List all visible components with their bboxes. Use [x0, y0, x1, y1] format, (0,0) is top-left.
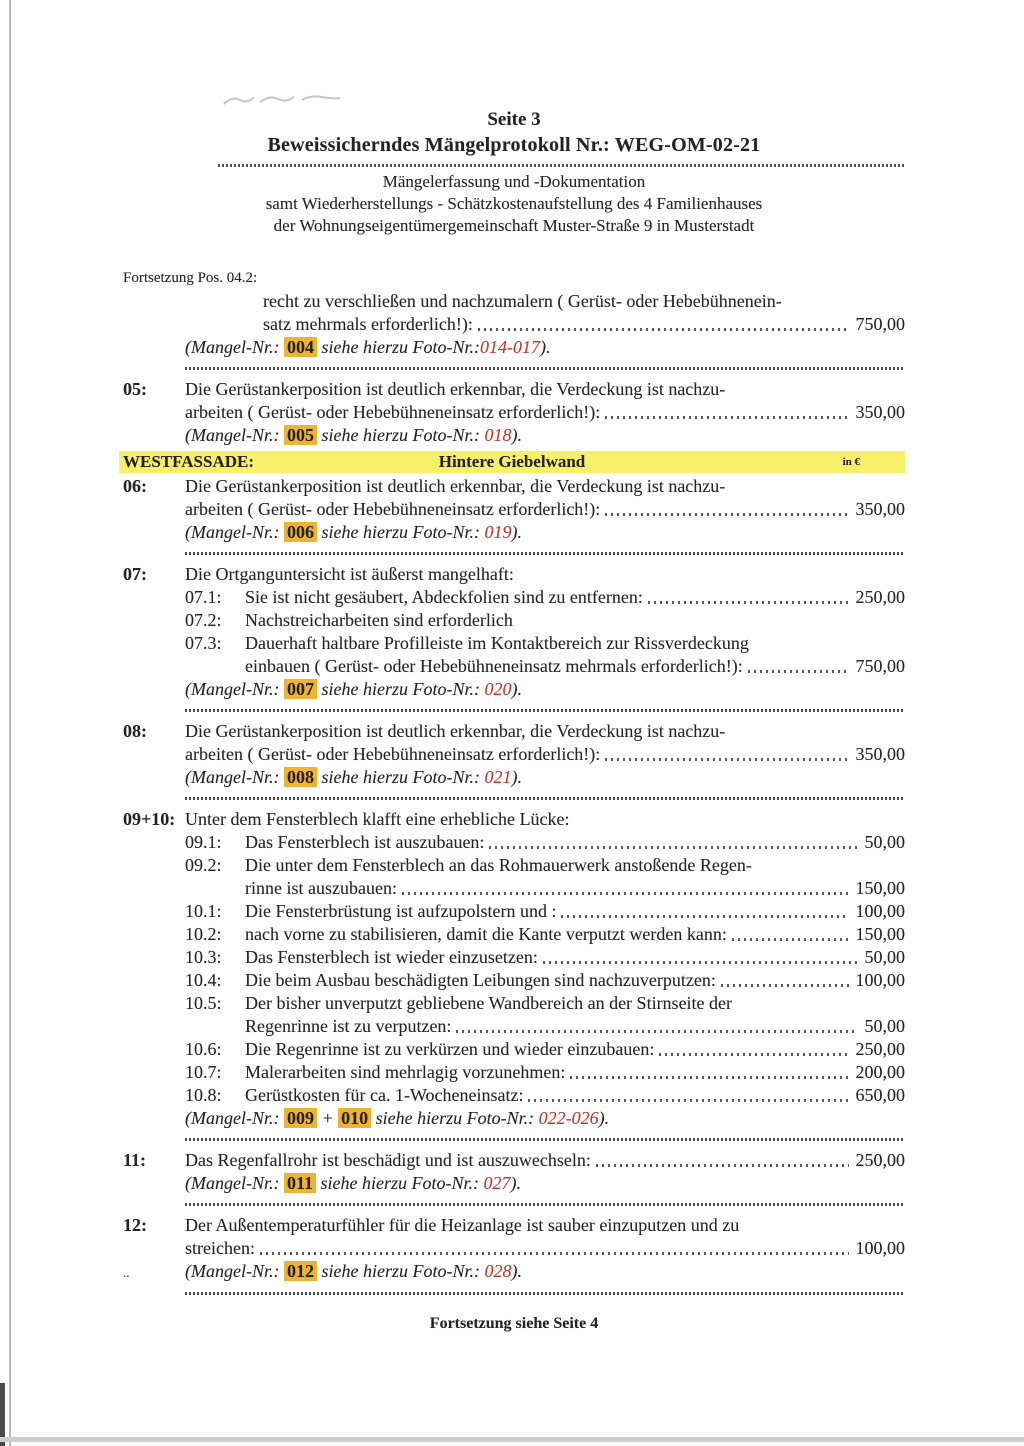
- cost-amount: 250,00: [855, 587, 905, 607]
- entry-row: [123, 475, 905, 498]
- cost-amount: 50,00: [864, 832, 905, 852]
- item-number: 12:: [123, 1215, 147, 1235]
- entry-row: [123, 900, 905, 923]
- item-text: Das Fensterblech ist auszubauen:: [245, 832, 485, 852]
- entry-row: [123, 992, 905, 1015]
- mangel-note: [123, 766, 905, 789]
- mangel-note-text: [185, 424, 522, 447]
- item-number: 08:: [123, 721, 147, 741]
- subtitle-line-3: der Wohnungseigentümergemeinschaft Muster-Straße 9 in Musterstadt: [273, 216, 755, 235]
- cost-amount: 50,00: [864, 947, 905, 967]
- dotted-leader: [648, 601, 849, 604]
- foto-number: 021: [484, 767, 512, 787]
- item-text: Regenrinne ist zu verputzen:: [245, 1016, 452, 1036]
- item-text: Sie ist nicht gesäubert, Abdeckfolien sind zu entfernen:: [245, 587, 643, 607]
- subtitle-line-2: samt Wiederherstellungs - Schätzkostenaufstellung des 4 Familienhauses: [265, 194, 763, 213]
- cost-amount: 100,00: [855, 970, 905, 990]
- cost-amount: 650,00: [855, 1085, 905, 1105]
- dotted-leader: [570, 1076, 848, 1079]
- item-text: Die Gerüstankerposition ist deutlich erkennbar, die Verdeckung ist nachzu-: [185, 721, 726, 741]
- entry-row: [123, 808, 905, 831]
- mangel-note-text: [185, 766, 522, 789]
- dotted-leader: [456, 1030, 857, 1033]
- entry-row: [123, 1214, 905, 1237]
- mangel-number-badge: 010: [338, 1108, 371, 1128]
- item-text: Die Regenrinne ist zu verkürzen und wieder einzubauen:: [245, 1039, 655, 1059]
- item-text: Gerüstkosten für ca. 1-Wocheneinsatz:: [245, 1085, 524, 1105]
- cost-amount: 750,00: [855, 656, 905, 676]
- mangel-prefix: (Mangel-Nr.:: [185, 1108, 284, 1128]
- mangel-prefix: (Mangel-Nr.:: [185, 522, 284, 542]
- dotted-leader: [596, 1164, 849, 1167]
- entry-row: [123, 401, 905, 424]
- item-text: Die Gerüstankerposition ist deutlich erkennbar, die Verdeckung ist nachzu-: [185, 379, 726, 399]
- banner-location-label: Hintere Giebelwand: [438, 452, 586, 471]
- page-number-label: Seite 3: [487, 109, 541, 130]
- item-text: rinne ist auszubauen:: [245, 878, 397, 898]
- foto-number: 027: [483, 1173, 511, 1193]
- defect-entry: [123, 267, 905, 359]
- entry-row: [123, 831, 905, 854]
- cost-amount: 150,00: [855, 924, 905, 944]
- entry-row: [123, 1061, 905, 1084]
- entry-row: [123, 969, 905, 992]
- mangel-suffix: ).: [511, 522, 522, 542]
- separator: [185, 797, 905, 800]
- item-text: Die Ortganguntersicht ist äußerst mangelhaft:: [185, 564, 514, 584]
- banner-currency-label: in €: [842, 456, 860, 468]
- mangel-suffix: ).: [511, 767, 522, 787]
- entry-row: [123, 1237, 905, 1260]
- mangel-number-badge: 011: [284, 1173, 316, 1193]
- mangel-number-badge: 006: [284, 522, 317, 542]
- dotted-leader: [543, 961, 858, 964]
- cost-amount: 350,00: [855, 499, 905, 519]
- mangel-note: [123, 336, 905, 359]
- item-number: 07:: [123, 564, 147, 584]
- defect-entry: [123, 1149, 905, 1195]
- entry-row: [123, 632, 905, 655]
- mangel-note-text: [185, 1107, 609, 1130]
- entry-row: [123, 609, 905, 632]
- dotted-leader: [561, 915, 848, 918]
- sub-item-number: 10.4:: [185, 970, 222, 990]
- mangel-note: [123, 1260, 905, 1284]
- item-text: satz mehrmals erforderlich!):: [263, 314, 473, 334]
- entry-row: [123, 743, 905, 766]
- document-content: [123, 0, 905, 1335]
- entry-row: [123, 1038, 905, 1061]
- dotted-leader: [605, 758, 848, 761]
- foto-number: 020: [484, 679, 512, 699]
- banner-facade-label: WESTFASSADE:: [123, 452, 254, 471]
- mangel-prefix: (Mangel-Nr.:: [185, 679, 284, 699]
- item-text: arbeiten ( Gerüst- oder Hebebühneneinsatz erforderlich!):: [185, 744, 601, 764]
- item-text: Dauerhaft haltbare Profilleiste im Kontaktbereich zur Rissverdeckung: [245, 633, 749, 653]
- entry-row: [123, 498, 905, 521]
- entry-row: [123, 923, 905, 946]
- separator: [185, 1203, 905, 1206]
- mangel-note-text: [185, 1260, 522, 1283]
- sub-item-number: 10.3:: [185, 947, 222, 967]
- mangel-note: [123, 521, 905, 544]
- footer-continuation-note: Fortsetzung siehe Seite 4: [429, 1315, 599, 1332]
- item-text: Der Außentemperaturfühler für die Heizanlage ist sauber einzuputzen und zu: [185, 1215, 740, 1235]
- sub-item-number: 07.1:: [185, 587, 222, 607]
- cost-amount: 250,00: [855, 1039, 905, 1059]
- dotted-leader: [732, 938, 849, 941]
- mangel-number-badge: 005: [284, 425, 317, 445]
- entry-row: [123, 586, 905, 609]
- mangel-suffix: ).: [511, 679, 522, 699]
- margin-mark: ..: [123, 1265, 130, 1280]
- defect-entry: [123, 1214, 905, 1284]
- foto-number: 019: [484, 522, 512, 542]
- mangel-note: [123, 424, 905, 447]
- foto-number: 022-026: [538, 1108, 599, 1128]
- mangel-suffix: ).: [511, 1261, 522, 1281]
- dotted-leader: [528, 1099, 848, 1102]
- entry-row: [123, 1015, 905, 1038]
- defect-entry: [123, 378, 905, 447]
- dotted-leader: [402, 892, 849, 895]
- mangel-number-badge: 012: [284, 1261, 317, 1281]
- mangel-note-text: [185, 1172, 521, 1195]
- item-text: recht zu verschließen und nachzumalern ( Gerüst- oder Hebebühnenein-: [263, 291, 782, 311]
- dotted-leader: [489, 846, 857, 849]
- separator: [185, 552, 905, 555]
- mangel-prefix: (Mangel-Nr.:: [185, 767, 284, 787]
- mangel-number-badge: 007: [284, 679, 317, 699]
- defect-entry: [123, 563, 905, 701]
- sub-item-number: 10.8:: [185, 1085, 222, 1105]
- cost-amount: 350,00: [855, 402, 905, 422]
- dotted-leader: [605, 416, 848, 419]
- sub-item-number: 10.6:: [185, 1039, 222, 1059]
- cost-amount: 750,00: [855, 314, 905, 334]
- mangel-suffix: ).: [598, 1108, 610, 1128]
- mangel-foto-label: siehe hierzu Foto-Nr.:: [316, 767, 485, 787]
- separator: [185, 709, 905, 712]
- scan-edge-left: [9, 0, 11, 1446]
- entry-row: [123, 1084, 905, 1107]
- item-text: Nachstreicharbeiten sind erforderlich: [245, 610, 513, 630]
- item-text: Unter dem Fensterblech klafft eine erhebliche Lücke:: [185, 809, 570, 829]
- cost-amount: 100,00: [855, 1238, 905, 1258]
- dotted-leader: [721, 984, 849, 987]
- sub-item-number: 10.5:: [185, 993, 222, 1013]
- mangel-note-text: [185, 521, 522, 544]
- mangel-note: [123, 1107, 905, 1130]
- mangel-foto-label: siehe hierzu Foto-Nr.:: [316, 679, 485, 699]
- cost-amount: 150,00: [855, 878, 905, 898]
- foto-number: 018: [484, 425, 512, 445]
- mangel-note-text: [185, 678, 522, 701]
- subtitle-line-1: Mängelerfassung und -Dokumentation: [382, 172, 646, 191]
- dotted-leader: [659, 1053, 848, 1056]
- sub-item-number: 07.2:: [185, 610, 222, 630]
- mangel-number-badge: 004: [284, 337, 317, 357]
- mangel-foto-label: siehe hierzu Foto-Nr.:: [316, 522, 485, 542]
- item-number: 11:: [123, 1150, 147, 1170]
- sub-item-number: 07.3:: [185, 633, 222, 653]
- mangel-joiner: +: [316, 1108, 339, 1128]
- defect-entry: [123, 720, 905, 789]
- header-divider: [218, 164, 905, 167]
- entry-row: [123, 877, 905, 900]
- foto-number: 028: [484, 1261, 512, 1281]
- defect-entry: [123, 475, 905, 544]
- sub-item-number: 09.2:: [185, 855, 222, 875]
- item-text: einbauen ( Gerüst- oder Hebebühneneinsatz mehrmals erforderlich!):: [245, 656, 743, 676]
- sub-item-number: 09.1:: [185, 832, 222, 852]
- mangel-suffix: ).: [510, 1173, 521, 1193]
- item-text: Die Gerüstankerposition ist deutlich erkennbar, die Verdeckung ist nachzu-: [185, 476, 726, 496]
- item-text: Die beim Ausbau beschädigten Leibungen sind nachzuverputzen:: [245, 970, 716, 990]
- scan-edge-bottom: [0, 1437, 1024, 1442]
- item-text: Malerarbeiten sind mehrlagig vorzunehmen:: [245, 1062, 566, 1082]
- mangel-foto-label: siehe hierzu Foto-Nr.:: [316, 1173, 484, 1193]
- foto-number: 014-017: [479, 337, 540, 357]
- entry-row: [123, 655, 905, 678]
- separator: [185, 1138, 905, 1141]
- item-text: arbeiten ( Gerüst- oder Hebebühneneinsatz erforderlich!):: [185, 499, 601, 519]
- mangel-suffix: ).: [539, 337, 551, 357]
- item-text: streichen:: [185, 1238, 255, 1258]
- item-text: Die Fensterbrüstung ist aufzupolstern und :: [245, 901, 557, 921]
- continuation-label: Fortsetzung Pos. 04.2:: [123, 270, 258, 286]
- document-title: Beweissicherndes Mängelprotokoll Nr.: WEG-OM-02-21: [267, 134, 761, 156]
- item-text: Das Fensterblech ist wieder einzusetzen:: [245, 947, 538, 967]
- separator: [185, 1292, 905, 1295]
- dotted-leader: [260, 1252, 849, 1255]
- item-text: arbeiten ( Gerüst- oder Hebebühneneinsatz erforderlich!):: [185, 402, 601, 422]
- mangel-number-badge: 009: [284, 1108, 317, 1128]
- dotted-leader: [605, 513, 848, 516]
- section-banner: [119, 451, 905, 473]
- item-number: 05:: [123, 379, 147, 399]
- entry-row: [123, 720, 905, 743]
- item-text: Das Regenfallrohr ist beschädigt und ist auszuwechseln:: [185, 1150, 591, 1170]
- mangel-prefix: (Mangel-Nr.:: [185, 337, 284, 357]
- entry-row: [123, 563, 905, 586]
- defect-entry: [123, 808, 905, 1130]
- entry-row: [123, 313, 905, 336]
- item-number: 06:: [123, 476, 147, 496]
- document-body: [123, 267, 905, 1295]
- sub-item-number: 10.7:: [185, 1062, 222, 1082]
- separator: [185, 367, 905, 370]
- dotted-leader: [478, 328, 849, 331]
- mangel-foto-label: siehe hierzu Foto-Nr.:: [371, 1108, 539, 1128]
- mangel-note: [123, 678, 905, 701]
- mangel-number-badge: 008: [284, 767, 317, 787]
- entry-row: [123, 946, 905, 969]
- sub-item-number: 10.2:: [185, 924, 222, 944]
- dotted-leader: [748, 670, 849, 673]
- mangel-prefix: (Mangel-Nr.:: [185, 425, 284, 445]
- mangel-suffix: ).: [511, 425, 522, 445]
- cost-amount: 50,00: [864, 1016, 905, 1036]
- item-number: 09+10:: [123, 809, 176, 829]
- mangel-note: [123, 1172, 905, 1195]
- entry-row: [123, 1149, 905, 1172]
- entry-row: [123, 290, 905, 313]
- cost-amount: 100,00: [855, 901, 905, 921]
- entry-row: [123, 378, 905, 401]
- mangel-foto-label: siehe hierzu Foto-Nr.:: [316, 1261, 485, 1281]
- cost-amount: 250,00: [855, 1150, 905, 1170]
- mangel-note-text: [185, 336, 550, 359]
- cost-amount: 350,00: [855, 744, 905, 764]
- item-text: nach vorne zu stabilisieren, damit die Kante verputzt werden kann:: [245, 924, 727, 944]
- cost-amount: 200,00: [855, 1062, 905, 1082]
- mangel-foto-label: siehe hierzu Foto-Nr.:: [316, 337, 480, 357]
- item-text: Die unter dem Fensterblech an das Rohmauerwerk anstoßende Regen-: [245, 855, 752, 875]
- mangel-prefix: (Mangel-Nr.:: [185, 1173, 284, 1193]
- entry-row: [123, 854, 905, 877]
- item-text: Der bisher unverputzt gebliebene Wandbereich an der Stirnseite der: [245, 993, 733, 1013]
- sub-item-number: 10.1:: [185, 901, 222, 921]
- mangel-prefix: (Mangel-Nr.:: [185, 1261, 284, 1281]
- mangel-foto-label: siehe hierzu Foto-Nr.:: [316, 425, 485, 445]
